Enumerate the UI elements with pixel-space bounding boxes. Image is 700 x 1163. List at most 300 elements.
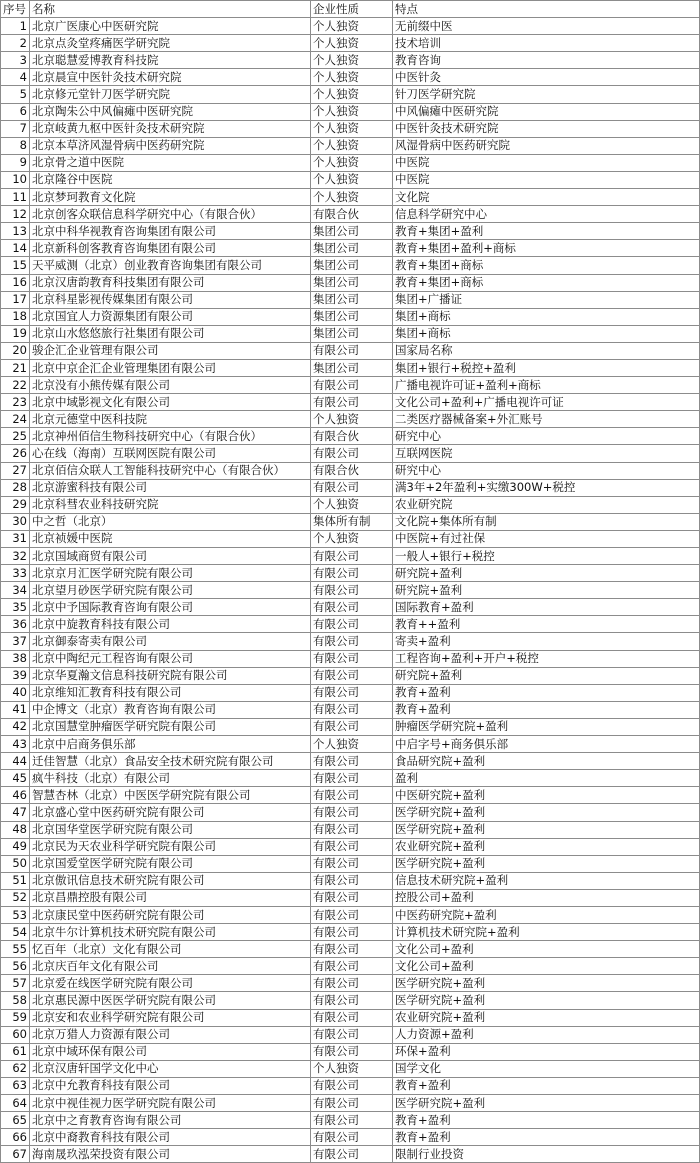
cell-features: 教育+集团+盈利 — [393, 223, 700, 240]
table-row — [1, 154, 700, 171]
table-body — [1, 18, 700, 1163]
cell-name: 北京梦珂教育文化院 — [30, 189, 311, 206]
cell-type: 有限合伙 — [311, 428, 393, 445]
cell-type: 个人独资 — [311, 137, 393, 154]
cell-name: 北京骨之道中医院 — [30, 154, 311, 171]
table-row — [1, 120, 700, 137]
header-name: 名称 — [30, 1, 311, 18]
table-row — [1, 1026, 700, 1043]
table-row — [1, 52, 700, 69]
cell-features: 教育+盈利 — [393, 684, 700, 701]
cell-name: 北京康民堂中医药研究院有限公司 — [30, 906, 311, 923]
cell-name: 北京万猎人力资源有限公司 — [30, 1026, 311, 1043]
cell-name: 北京国慧堂肿瘤医学研究院有限公司 — [30, 718, 311, 735]
cell-type: 有限公司 — [311, 565, 393, 582]
table-row — [1, 377, 700, 394]
header-type: 企业性质 — [311, 1, 393, 18]
cell-name: 北京游蜜科技有限公司 — [30, 479, 311, 496]
cell-type: 有限公司 — [311, 701, 393, 718]
cell-name: 北京维知汇教育科技有限公司 — [30, 684, 311, 701]
table-row — [1, 975, 700, 992]
cell-name: 北京中之育教育咨询有限公司 — [30, 1112, 311, 1129]
cell-type: 个人独资 — [311, 86, 393, 103]
cell-name: 北京傲讯信息技术研究院有限公司 — [30, 872, 311, 889]
table-row — [1, 650, 700, 667]
cell-features: 农业研究院+盈利 — [393, 1009, 700, 1026]
cell-name: 北京神州佰信生物科技研究中心（有限合伙） — [30, 428, 311, 445]
cell-features: 中风偏瘫中医研究院 — [393, 103, 700, 120]
cell-features: 中医针灸技术研究院 — [393, 120, 700, 137]
cell-features: 中医院+有过社保 — [393, 530, 700, 547]
cell-name: 北京佰信众联人工智能科技研究中心（有限合伙） — [30, 462, 311, 479]
cell-type: 集团公司 — [311, 308, 393, 325]
cell-type: 有限公司 — [311, 1146, 393, 1163]
cell-number: 18 — [1, 308, 30, 325]
cell-name: 北京岐黄九枢中医针灸技术研究院 — [30, 120, 311, 137]
table-row — [1, 872, 700, 889]
table-row — [1, 240, 700, 257]
cell-number: 35 — [1, 599, 30, 616]
cell-number: 6 — [1, 103, 30, 120]
cell-features: 环保+盈利 — [393, 1043, 700, 1060]
cell-features: 研究院+盈利 — [393, 582, 700, 599]
table-row — [1, 274, 700, 291]
cell-name: 北京晨宣中医针灸技术研究院 — [30, 69, 311, 86]
cell-name: 北京创客众联信息科学研究中心（有限合伙） — [30, 206, 311, 223]
table-row — [1, 18, 700, 35]
cell-name: 北京爱在线医学研究院有限公司 — [30, 975, 311, 992]
cell-number: 57 — [1, 975, 30, 992]
cell-features: 医学研究院+盈利 — [393, 821, 700, 838]
cell-number: 50 — [1, 855, 30, 872]
cell-name: 迁佳智慧（北京）食品安全技术研究院有限公司 — [30, 753, 311, 770]
table-row — [1, 86, 700, 103]
header-number: 序号 — [1, 1, 30, 18]
cell-features: 二类医疗器械备案+外汇账号 — [393, 411, 700, 428]
header-features: 特点 — [393, 1, 700, 18]
cell-name: 中企博文（北京）教育咨询有限公司 — [30, 701, 311, 718]
cell-name: 疯牛科技（北京）有限公司 — [30, 770, 311, 787]
table-row — [1, 69, 700, 86]
table-row — [1, 599, 700, 616]
cell-name: 北京中裔教育科技有限公司 — [30, 1129, 311, 1146]
cell-type: 个人独资 — [311, 69, 393, 86]
table-row — [1, 35, 700, 52]
cell-number: 7 — [1, 120, 30, 137]
table-row — [1, 462, 700, 479]
cell-features: 教育+集团+盈利+商标 — [393, 240, 700, 257]
cell-number: 21 — [1, 359, 30, 376]
cell-number: 10 — [1, 171, 30, 188]
cell-type: 有限公司 — [311, 633, 393, 650]
cell-type: 有限公司 — [311, 479, 393, 496]
cell-features: 限制行业投资 — [393, 1146, 700, 1163]
table-row — [1, 616, 700, 633]
cell-number: 28 — [1, 479, 30, 496]
cell-name: 北京惠民源中医医学研究院有限公司 — [30, 992, 311, 1009]
cell-type: 有限公司 — [311, 684, 393, 701]
cell-type: 有限公司 — [311, 753, 393, 770]
cell-name: 北京盛心堂中医药研究院有限公司 — [30, 804, 311, 821]
cell-number: 47 — [1, 804, 30, 821]
table-row — [1, 565, 700, 582]
cell-number: 59 — [1, 1009, 30, 1026]
cell-name: 北京国域商贸有限公司 — [30, 548, 311, 565]
cell-type: 有限公司 — [311, 787, 393, 804]
cell-number: 25 — [1, 428, 30, 445]
table-row — [1, 1095, 700, 1112]
cell-type: 个人独资 — [311, 496, 393, 513]
cell-number: 20 — [1, 342, 30, 359]
cell-name: 北京望月砂医学研究院有限公司 — [30, 582, 311, 599]
table-row — [1, 804, 700, 821]
cell-features: 教育+盈利 — [393, 1077, 700, 1094]
cell-name: 北京昌鼎控股有限公司 — [30, 889, 311, 906]
cell-number: 65 — [1, 1112, 30, 1129]
table-row — [1, 1129, 700, 1146]
table-row — [1, 206, 700, 223]
cell-name: 北京中启商务俱乐部 — [30, 736, 311, 753]
table-row — [1, 941, 700, 958]
cell-type: 有限公司 — [311, 377, 393, 394]
cell-features: 计算机技术研究院+盈利 — [393, 924, 700, 941]
cell-name: 北京本草济风湿骨病中医药研究院 — [30, 137, 311, 154]
cell-number: 15 — [1, 257, 30, 274]
cell-number: 30 — [1, 513, 30, 530]
cell-features: 食品研究院+盈利 — [393, 753, 700, 770]
cell-type: 有限公司 — [311, 992, 393, 1009]
cell-number: 26 — [1, 445, 30, 462]
cell-type: 集团公司 — [311, 257, 393, 274]
cell-features: 针刀医学研究院 — [393, 86, 700, 103]
cell-features: 研究院+盈利 — [393, 565, 700, 582]
table-row — [1, 445, 700, 462]
cell-features: 一般人+银行+税控 — [393, 548, 700, 565]
header-row — [1, 1, 700, 18]
table-row — [1, 906, 700, 923]
cell-features: 中医研究院+盈利 — [393, 787, 700, 804]
cell-number: 67 — [1, 1146, 30, 1163]
cell-name: 北京中视佳视力医学研究院有限公司 — [30, 1095, 311, 1112]
cell-name: 北京民为天农业科学研究院有限公司 — [30, 838, 311, 855]
cell-name: 北京牛尔计算机技术研究院有限公司 — [30, 924, 311, 941]
cell-number: 13 — [1, 223, 30, 240]
cell-features: 研究中心 — [393, 462, 700, 479]
table-row — [1, 223, 700, 240]
table-row — [1, 582, 700, 599]
cell-type: 有限公司 — [311, 1043, 393, 1060]
cell-name: 北京隆谷中医院 — [30, 171, 311, 188]
cell-features: 教育+集团+商标 — [393, 274, 700, 291]
cell-name: 北京汉唐韵教育科技集团有限公司 — [30, 274, 311, 291]
table-row — [1, 548, 700, 565]
cell-type: 个人独资 — [311, 736, 393, 753]
cell-features: 文化院 — [393, 189, 700, 206]
cell-features: 文化院+集体所有制 — [393, 513, 700, 530]
cell-type: 有限公司 — [311, 445, 393, 462]
cell-features: 研究中心 — [393, 428, 700, 445]
cell-features: 工程咨询+盈利+开户+税控 — [393, 650, 700, 667]
cell-number: 5 — [1, 86, 30, 103]
cell-features: 集团+商标 — [393, 325, 700, 342]
cell-type: 有限公司 — [311, 1026, 393, 1043]
cell-name: 北京科星影视传媒集团有限公司 — [30, 291, 311, 308]
cell-type: 有限公司 — [311, 872, 393, 889]
cell-name: 北京国爱堂医学研究院有限公司 — [30, 855, 311, 872]
table-row — [1, 257, 700, 274]
table-row — [1, 496, 700, 513]
cell-name: 北京修元堂针刀医学研究院 — [30, 86, 311, 103]
table-row — [1, 103, 700, 120]
table-row — [1, 359, 700, 376]
cell-type: 有限公司 — [311, 1095, 393, 1112]
table-row — [1, 958, 700, 975]
cell-type: 集团公司 — [311, 240, 393, 257]
cell-features: 信息技术研究院+盈利 — [393, 872, 700, 889]
cell-number: 63 — [1, 1077, 30, 1094]
cell-name: 北京御泰寄卖有限公司 — [30, 633, 311, 650]
cell-number: 23 — [1, 394, 30, 411]
cell-number: 64 — [1, 1095, 30, 1112]
cell-features: 文化公司+盈利 — [393, 941, 700, 958]
table-row — [1, 308, 700, 325]
cell-type: 个人独资 — [311, 18, 393, 35]
cell-features: 中医院 — [393, 154, 700, 171]
cell-name: 北京聪慧爱博教育科技院 — [30, 52, 311, 69]
cell-type: 有限公司 — [311, 975, 393, 992]
cell-name: 北京山水悠悠旅行社集团有限公司 — [30, 325, 311, 342]
cell-number: 32 — [1, 548, 30, 565]
cell-features: 中医院 — [393, 171, 700, 188]
cell-type: 有限公司 — [311, 1112, 393, 1129]
cell-number: 44 — [1, 753, 30, 770]
cell-number: 8 — [1, 137, 30, 154]
cell-number: 2 — [1, 35, 30, 52]
cell-features: 教育咨询 — [393, 52, 700, 69]
cell-number: 40 — [1, 684, 30, 701]
cell-number: 33 — [1, 565, 30, 582]
table-row — [1, 342, 700, 359]
table-row — [1, 718, 700, 735]
cell-type: 集团公司 — [311, 291, 393, 308]
cell-number: 24 — [1, 411, 30, 428]
table-row — [1, 428, 700, 445]
table-row — [1, 513, 700, 530]
cell-type: 有限公司 — [311, 616, 393, 633]
cell-features: 文化公司+盈利 — [393, 958, 700, 975]
cell-name: 北京没有小熊传媒有限公司 — [30, 377, 311, 394]
cell-name: 北京汉唐轩国学文化中心 — [30, 1060, 311, 1077]
cell-name: 北京点灸堂疼痛医学研究院 — [30, 35, 311, 52]
cell-name: 北京庆百年文化有限公司 — [30, 958, 311, 975]
cell-number: 56 — [1, 958, 30, 975]
table-row — [1, 667, 700, 684]
cell-number: 9 — [1, 154, 30, 171]
cell-number: 12 — [1, 206, 30, 223]
cell-type: 个人独资 — [311, 189, 393, 206]
cell-features: 集团+商标 — [393, 308, 700, 325]
cell-name: 北京中科华视教育咨询集团有限公司 — [30, 223, 311, 240]
cell-features: 教育+集团+商标 — [393, 257, 700, 274]
cell-features: 教育+盈利 — [393, 1112, 700, 1129]
cell-type: 有限公司 — [311, 667, 393, 684]
cell-features: 农业研究院+盈利 — [393, 838, 700, 855]
cell-name: 骏企汇企业管理有限公司 — [30, 342, 311, 359]
table-row — [1, 1112, 700, 1129]
cell-type: 个人独资 — [311, 411, 393, 428]
table-row — [1, 855, 700, 872]
cell-type: 有限公司 — [311, 855, 393, 872]
cell-features: 研究院+盈利 — [393, 667, 700, 684]
table-row — [1, 787, 700, 804]
table-row — [1, 889, 700, 906]
table-row — [1, 325, 700, 342]
cell-number: 14 — [1, 240, 30, 257]
cell-name: 北京中允教育科技有限公司 — [30, 1077, 311, 1094]
cell-number: 39 — [1, 667, 30, 684]
cell-number: 52 — [1, 889, 30, 906]
cell-type: 有限公司 — [311, 1009, 393, 1026]
cell-features: 满3年+2年盈利+实缴300W+税控 — [393, 479, 700, 496]
cell-type: 个人独资 — [311, 103, 393, 120]
cell-features: 文化公司+盈利+广播电视许可证 — [393, 394, 700, 411]
cell-features: 教育+盈利 — [393, 1129, 700, 1146]
cell-features: 技术培训 — [393, 35, 700, 52]
cell-number: 66 — [1, 1129, 30, 1146]
cell-features: 人力资源+盈利 — [393, 1026, 700, 1043]
cell-type: 集团公司 — [311, 359, 393, 376]
cell-number: 38 — [1, 650, 30, 667]
cell-number: 16 — [1, 274, 30, 291]
cell-number: 53 — [1, 906, 30, 923]
cell-name: 北京中予国际教育咨询有限公司 — [30, 599, 311, 616]
cell-features: 中医针灸 — [393, 69, 700, 86]
cell-type: 有限公司 — [311, 958, 393, 975]
cell-name: 中之哲（北京） — [30, 513, 311, 530]
cell-features: 广播电视许可证+盈利+商标 — [393, 377, 700, 394]
table-row — [1, 1009, 700, 1026]
cell-number: 29 — [1, 496, 30, 513]
cell-features: 医学研究院+盈利 — [393, 975, 700, 992]
cell-name: 北京祯媛中医院 — [30, 530, 311, 547]
cell-number: 41 — [1, 701, 30, 718]
cell-type: 集体所有制 — [311, 513, 393, 530]
cell-type: 有限公司 — [311, 906, 393, 923]
cell-features: 国际教育+盈利 — [393, 599, 700, 616]
cell-number: 1 — [1, 18, 30, 35]
cell-features: 中医药研究院+盈利 — [393, 906, 700, 923]
cell-name: 北京国宜人力资源集团有限公司 — [30, 308, 311, 325]
cell-type: 有限公司 — [311, 650, 393, 667]
cell-number: 51 — [1, 872, 30, 889]
cell-features: 中启字号+商务俱乐部 — [393, 736, 700, 753]
cell-number: 22 — [1, 377, 30, 394]
cell-features: 集团+广播证 — [393, 291, 700, 308]
table-row — [1, 736, 700, 753]
cell-type: 个人独资 — [311, 171, 393, 188]
cell-type: 有限公司 — [311, 889, 393, 906]
table-row — [1, 137, 700, 154]
cell-number: 49 — [1, 838, 30, 855]
table-row — [1, 394, 700, 411]
cell-number: 54 — [1, 924, 30, 941]
cell-features: 医学研究院+盈利 — [393, 1095, 700, 1112]
cell-number: 55 — [1, 941, 30, 958]
cell-type: 有限合伙 — [311, 462, 393, 479]
cell-features: 医学研究院+盈利 — [393, 804, 700, 821]
table-row — [1, 770, 700, 787]
cell-number: 31 — [1, 530, 30, 547]
cell-features: 互联网医院 — [393, 445, 700, 462]
cell-features: 教育+盈利 — [393, 701, 700, 718]
cell-type: 有限公司 — [311, 821, 393, 838]
cell-type: 有限公司 — [311, 582, 393, 599]
cell-name: 北京中陶纪元工程咨询有限公司 — [30, 650, 311, 667]
cell-type: 有限公司 — [311, 599, 393, 616]
cell-name: 智慧杏林（北京）中医医学研究院有限公司 — [30, 787, 311, 804]
cell-type: 有限公司 — [311, 770, 393, 787]
cell-features: 信息科学研究中心 — [393, 206, 700, 223]
table-row — [1, 753, 700, 770]
cell-number: 36 — [1, 616, 30, 633]
table-row — [1, 1043, 700, 1060]
cell-number: 34 — [1, 582, 30, 599]
cell-name: 北京华夏瀚文信息科技研究院有限公司 — [30, 667, 311, 684]
table-row — [1, 411, 700, 428]
table-row — [1, 633, 700, 650]
cell-name: 海南晟玖泓荣投资有限公司 — [30, 1146, 311, 1163]
cell-type: 有限公司 — [311, 838, 393, 855]
cell-type: 有限公司 — [311, 1077, 393, 1094]
cell-name: 北京安和农业科学研究院有限公司 — [30, 1009, 311, 1026]
cell-features: 无前缀中医 — [393, 18, 700, 35]
cell-features: 风湿骨病中医药研究院 — [393, 137, 700, 154]
table-row — [1, 992, 700, 1009]
table-row — [1, 821, 700, 838]
cell-type: 有限合伙 — [311, 206, 393, 223]
cell-number: 11 — [1, 189, 30, 206]
cell-features: 国学文化 — [393, 1060, 700, 1077]
cell-number: 46 — [1, 787, 30, 804]
cell-type: 个人独资 — [311, 120, 393, 137]
cell-name: 忆百年（北京）文化有限公司 — [30, 941, 311, 958]
cell-type: 集团公司 — [311, 223, 393, 240]
cell-features: 肿瘤医学研究院+盈利 — [393, 718, 700, 735]
cell-name: 北京京月汇医学研究院有限公司 — [30, 565, 311, 582]
cell-name: 北京科彗农业科技研究院 — [30, 496, 311, 513]
cell-features: 寄卖+盈利 — [393, 633, 700, 650]
cell-features: 国家局名称 — [393, 342, 700, 359]
cell-features: 医学研究院+盈利 — [393, 992, 700, 1009]
cell-name: 北京国华堂医学研究院有限公司 — [30, 821, 311, 838]
cell-name: 北京中京企汇企业管理集团有限公司 — [30, 359, 311, 376]
cell-number: 3 — [1, 52, 30, 69]
cell-name: 北京中域影视文化有限公司 — [30, 394, 311, 411]
table-row — [1, 530, 700, 547]
cell-name: 北京陶朱公中风偏瘫中医研究院 — [30, 103, 311, 120]
cell-name: 北京中旋教育科技有限公司 — [30, 616, 311, 633]
cell-name: 北京新科创客教育咨询集团有限公司 — [30, 240, 311, 257]
cell-number: 62 — [1, 1060, 30, 1077]
cell-name: 北京广医康心中医研究院 — [30, 18, 311, 35]
cell-name: 心在线（海南）互联网医院有限公司 — [30, 445, 311, 462]
cell-type: 有限公司 — [311, 718, 393, 735]
cell-features: 农业研究院 — [393, 496, 700, 513]
cell-type: 有限公司 — [311, 941, 393, 958]
cell-number: 43 — [1, 736, 30, 753]
table-row — [1, 701, 700, 718]
cell-features: 集团+银行+税控+盈利 — [393, 359, 700, 376]
